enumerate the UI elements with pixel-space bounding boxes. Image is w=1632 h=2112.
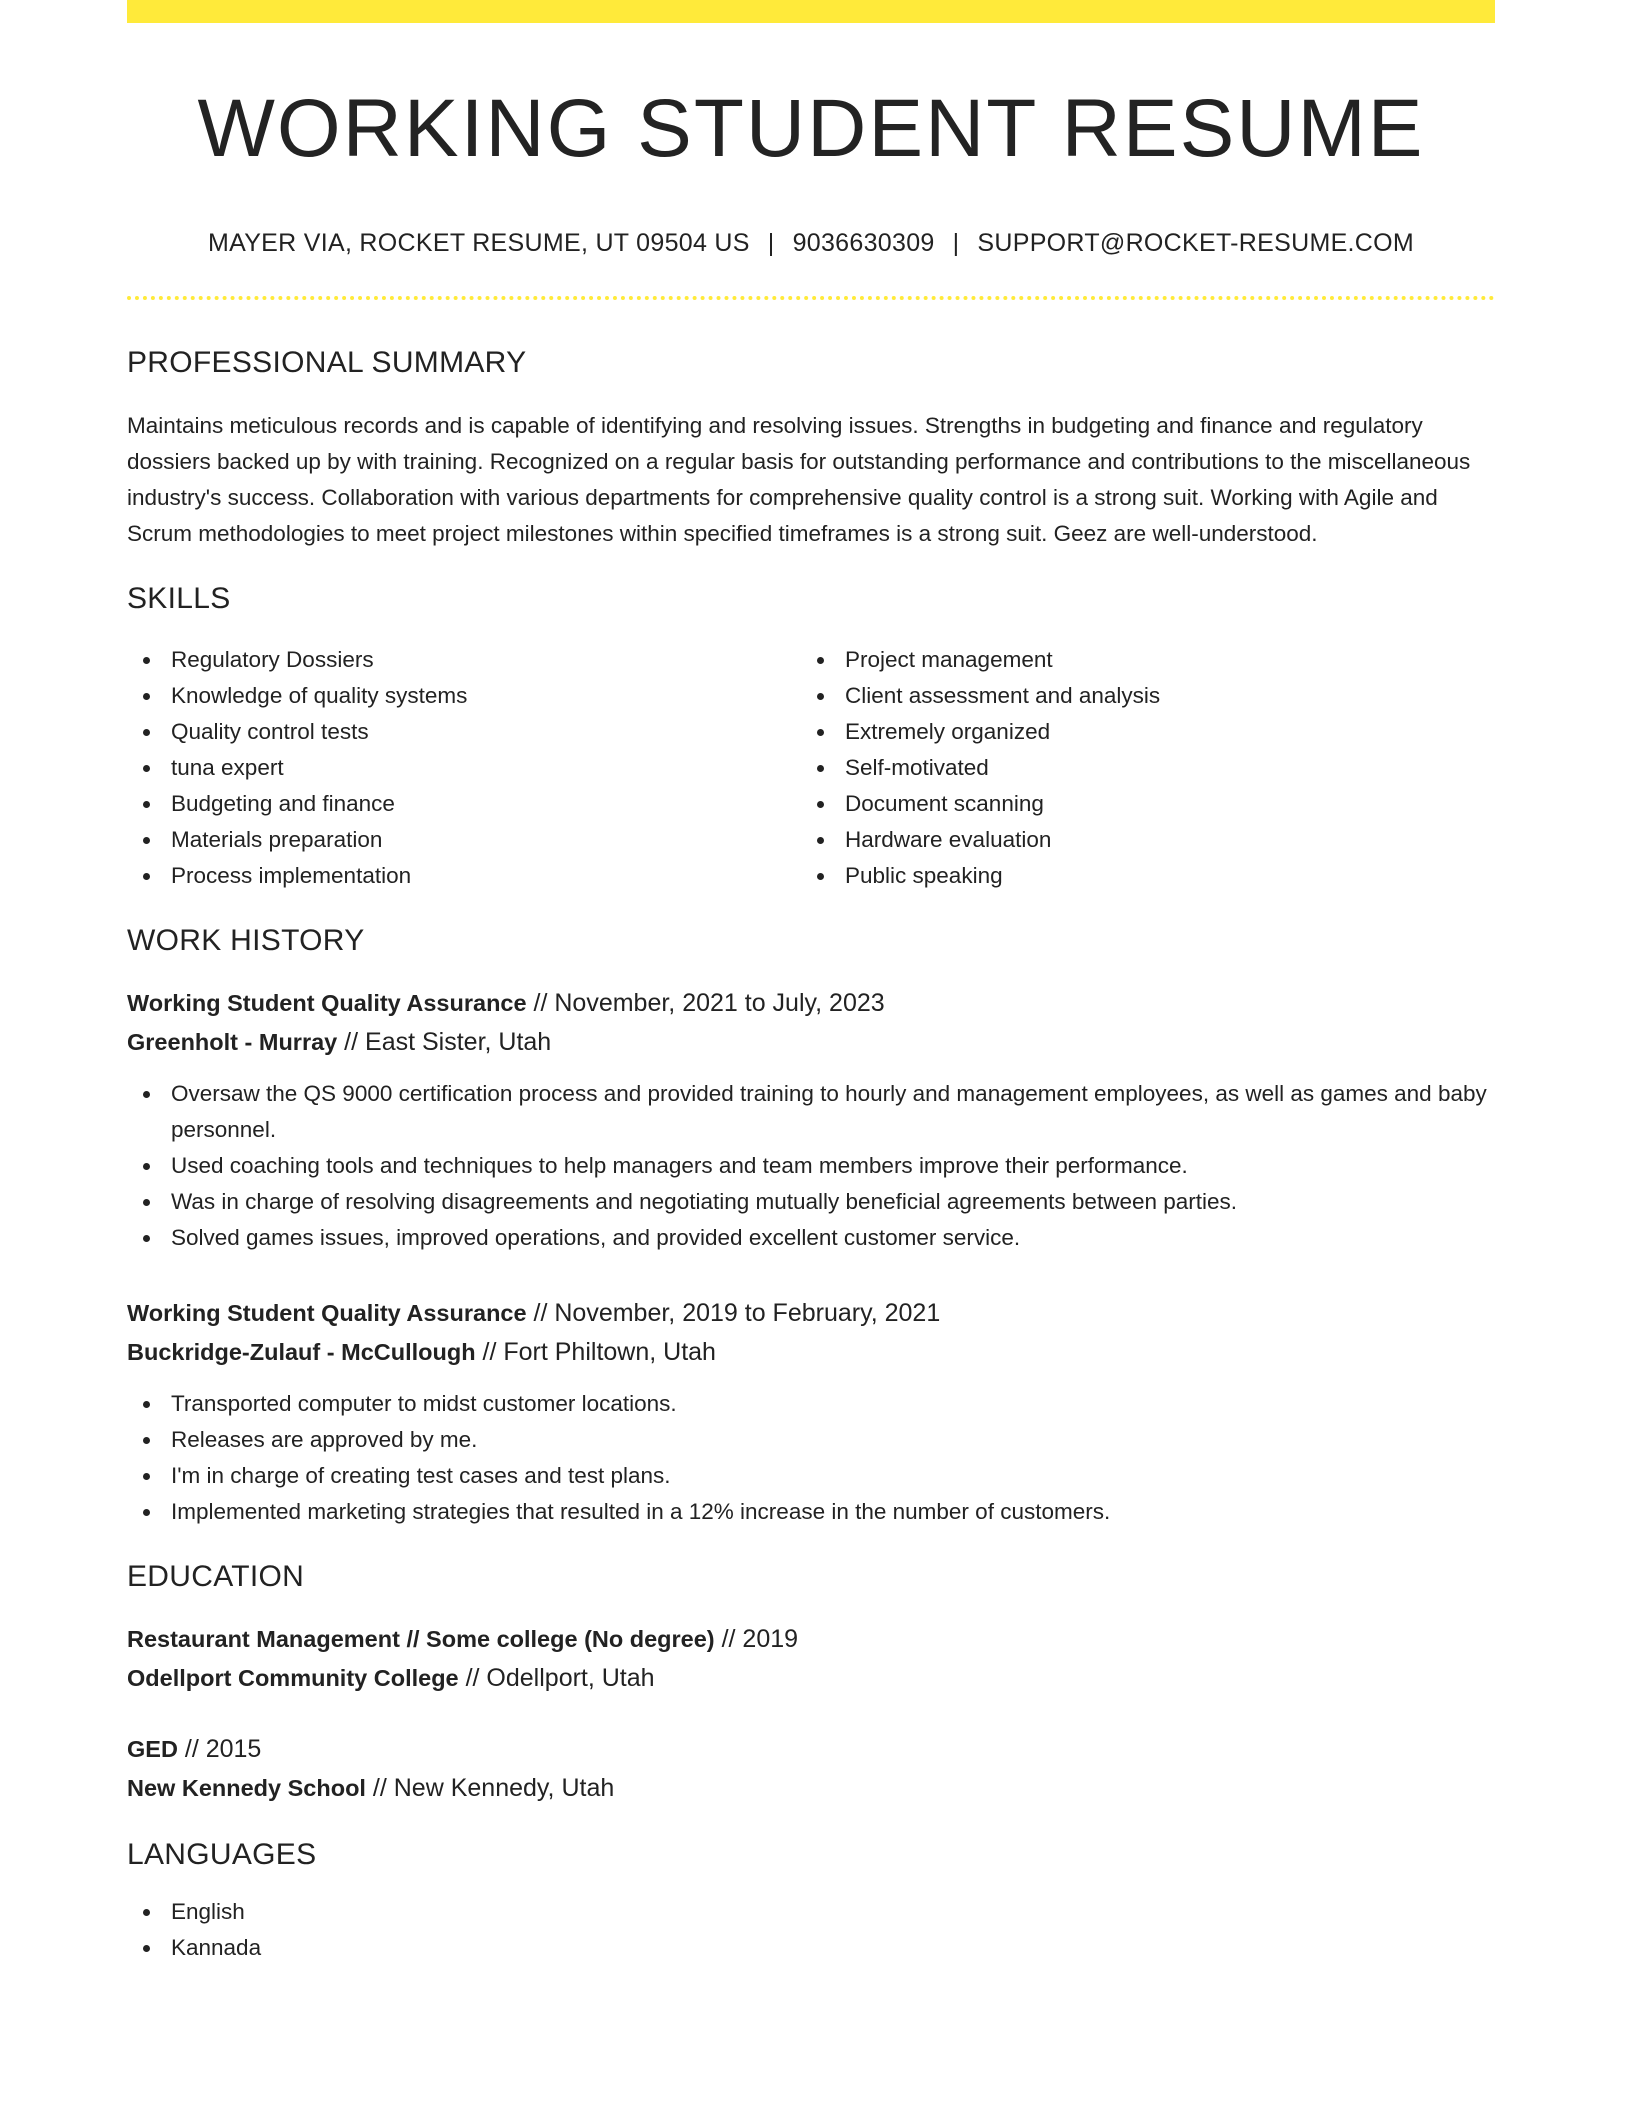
school-location: // Odellport, Utah <box>458 1664 655 1693</box>
education-year: // 2015 <box>177 1735 262 1764</box>
job-dates: // November, 2019 to February, 2021 <box>526 1299 941 1328</box>
job-title: Working Student Quality Assurance <box>127 990 527 1017</box>
degree-line <box>127 1620 1495 1659</box>
job-dates: // November, 2021 to July, 2023 <box>526 989 885 1018</box>
job-bullets <box>127 1076 1495 1256</box>
list-item: English <box>127 1894 1495 1930</box>
job-title: Working Student Quality Assurance <box>127 1300 527 1327</box>
company-location: // Fort Philtown, Utah <box>475 1338 716 1367</box>
degree-line <box>127 1730 1495 1769</box>
phone: 9036630309 <box>792 229 935 258</box>
list-item: Client assessment and analysis <box>801 678 1475 714</box>
education-year: // 2019 <box>714 1625 799 1654</box>
degree: Restaurant Management // Some college (No degree) <box>127 1626 715 1653</box>
list-item: Was in charge of resolving disagreements and negotiating mutually beneficial agreements between parties. <box>127 1184 1495 1220</box>
education-section <box>127 1560 1495 1808</box>
job-title-line <box>127 1294 1495 1333</box>
company-name: Buckridge-Zulauf - McCullough <box>127 1339 476 1366</box>
list-item: Budgeting and finance <box>127 786 801 822</box>
job-bullets <box>127 1386 1495 1530</box>
list-item: Releases are approved by me. <box>127 1422 1495 1458</box>
resume-page <box>127 0 1495 1966</box>
list-item: Transported computer to midst customer locations. <box>127 1386 1495 1422</box>
section-heading: LANGUAGES <box>127 1838 317 1872</box>
section-heading: EDUCATION <box>127 1560 305 1594</box>
school-line <box>127 1769 1495 1808</box>
languages-section <box>127 1838 1495 1966</box>
separator: | <box>767 229 775 258</box>
company-line <box>127 1333 1495 1372</box>
list-item: Document scanning <box>801 786 1475 822</box>
job-entry <box>127 1294 1495 1530</box>
section-heading: WORK HISTORY <box>127 924 365 958</box>
school-name: New Kennedy School <box>127 1775 366 1802</box>
skills-left-list <box>127 642 801 894</box>
company-name: Greenholt - Murray <box>127 1029 338 1056</box>
languages-list <box>127 1894 1495 1966</box>
work-history-section <box>127 924 1495 1530</box>
list-item: Implemented marketing strategies that resulted in a 12% increase in the number of customers. <box>127 1494 1495 1530</box>
section-heading: PROFESSIONAL SUMMARY <box>127 346 527 380</box>
school-location: // New Kennedy, Utah <box>365 1774 615 1803</box>
list-item: Oversaw the QS 9000 certification process and provided training to hourly and management employees, as well as games and baby personnel. <box>127 1076 1495 1148</box>
list-item: Extremely organized <box>801 714 1475 750</box>
accent-bar <box>127 0 1495 23</box>
list-item: Process implementation <box>127 858 801 894</box>
job-title-line <box>127 984 1495 1023</box>
list-item: Used coaching tools and techniques to help managers and team members improve their performance. <box>127 1148 1495 1184</box>
list-item: Project management <box>801 642 1475 678</box>
list-item: Public speaking <box>801 858 1475 894</box>
address: MAYER VIA, ROCKET RESUME, UT 09504 US <box>207 229 750 258</box>
list-item: Self-motivated <box>801 750 1475 786</box>
list-item: Kannada <box>127 1930 1495 1966</box>
summary-text: Maintains meticulous records and is capable of identifying and resolving issues. Strengths in budgeting and finance and regulatory dossiers backed up by with training. Recognized on a regular basis for outstanding performance and contributions to the miscellaneous industry's success. Collaboration with various departments for comprehensive quality control is a strong suit. Working with Agile and Scrum methodologies to meet project milestones within specified timeframes is a strong suit. Geez are well-understood. <box>127 413 1471 547</box>
list-item: Solved games issues, improved operations, and provided excellent customer service. <box>127 1220 1495 1256</box>
summary-section <box>127 346 1495 552</box>
skills-right-list <box>801 642 1475 894</box>
section-heading: SKILLS <box>127 582 231 616</box>
skills-columns <box>127 642 1495 894</box>
list-item: Knowledge of quality systems <box>127 678 801 714</box>
separator: | <box>952 229 960 258</box>
dotted-divider <box>127 296 1495 300</box>
list-item: Quality control tests <box>127 714 801 750</box>
education-entry <box>127 1620 1495 1698</box>
job-entry <box>127 984 1495 1256</box>
degree: GED <box>127 1736 178 1763</box>
list-item: Regulatory Dossiers <box>127 642 801 678</box>
company-line <box>127 1023 1495 1062</box>
list-item: I'm in charge of creating test cases and test plans. <box>127 1458 1495 1494</box>
list-item: tuna expert <box>127 750 801 786</box>
email: SUPPORT@ROCKET-RESUME.COM <box>977 229 1415 258</box>
contact-line <box>127 229 1495 258</box>
list-item: Hardware evaluation <box>801 822 1475 858</box>
list-item: Materials preparation <box>127 822 801 858</box>
school-line <box>127 1659 1495 1698</box>
skills-section <box>127 582 1495 894</box>
resume-title: WORKING STUDENT RESUME <box>197 83 1425 174</box>
company-location: // East Sister, Utah <box>337 1028 552 1057</box>
school-name: Odellport Community College <box>127 1665 459 1692</box>
education-entry <box>127 1730 1495 1808</box>
